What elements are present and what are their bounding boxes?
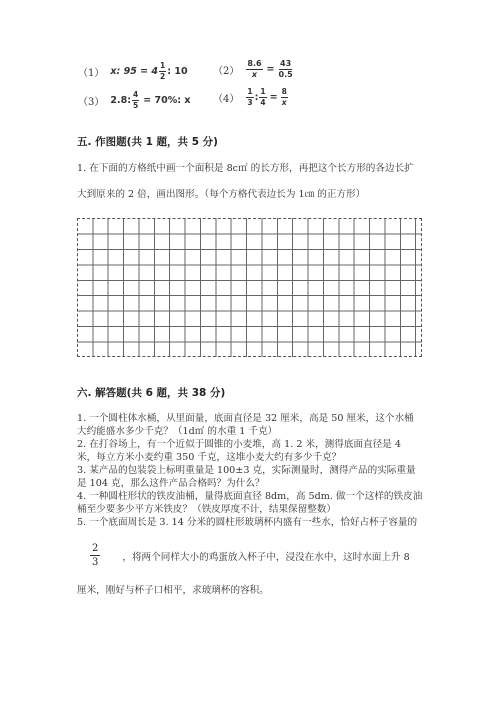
question-line: 大约能盛水多少千克？（1d㎥ 的水重 1 千克） <box>77 426 278 437</box>
colon: : <box>254 91 259 103</box>
fraction: 2 3 <box>92 543 99 568</box>
fraction: $\frac{1}{2}$ <box>160 61 166 81</box>
question-line: 桶至少要多少平方米铁皮？（铁皮厚度不计，结果保留整数） <box>77 504 337 515</box>
question-line: ，将两个同样大小的鸡蛋放入杯子中，浸没在水中，这时水面上升 8 <box>122 551 410 563</box>
equation-label: （3） <box>78 96 105 108</box>
equation-3 <box>78 91 190 109</box>
question-5-fraction-line <box>90 543 410 568</box>
equals-sign: = <box>269 91 278 103</box>
question-line: 3. 某产品的包装袋上标明重量是 100±3 克，实际测量时，测得产品的实际重量 <box>77 465 416 476</box>
fraction: $\frac{1}{3}$ <box>247 87 253 107</box>
section-5-question-line-2: 大到原来的 2 倍，画出图形。（每个方格代表边长为 1㎝ 的正方形） <box>77 189 366 200</box>
fraction: $\frac{8.6}{x}$ <box>247 59 262 79</box>
question-line: 1. 一个圆柱体水桶，从里面量，底面直径是 32 厘米，高是 50 厘米，这个水桶 <box>77 413 414 424</box>
fraction: $\frac{1}{4}$ <box>260 87 266 107</box>
section-5-question-line-1: 1. 在下面的方格纸中画一个面积是 8c㎡ 的长方形，再把这个长方形的各边长扩 <box>77 163 414 174</box>
fraction: $\frac{43}{0.5}$ <box>278 59 293 79</box>
fraction: $\frac{4}{5}$ <box>133 90 139 110</box>
question-line: 4. 一种圆柱形状的铁皮油桶，量得底面直径 8dm，高 5dm. 做一个这样的铁皮油 <box>77 491 423 502</box>
equation-text: x: 95 = 4 <box>110 65 159 77</box>
question-line: 厘米，刚好与杯子口相平，求玻璃杯的容积。 <box>77 585 269 596</box>
fraction: $\frac{8}{x}$ <box>281 87 287 107</box>
grid-paper[interactable] <box>77 218 422 357</box>
equation-text: 2.8: <box>110 94 132 106</box>
section-5-title: 五. 作图题(共 1 题，共 5 分) <box>77 136 218 148</box>
equation-1 <box>78 62 188 80</box>
question-line: 2. 在打谷场上，有一个近似于圆锥的小麦堆，高 1. 2 米，测得底面直径是 4 <box>77 439 401 450</box>
equation-label: （4） <box>213 93 240 105</box>
question-line: 米，每立方米小麦约重 350 千克，这堆小麦大约有多少千克？ <box>77 452 342 463</box>
equation-label: （2） <box>213 66 240 77</box>
equation-text: : 10 <box>167 65 188 77</box>
equation-text: = 70%: x <box>143 94 191 106</box>
question-line: 5. 一个底面周长是 3. 14 分米的圆柱形玻璃杯内盛有一些水，恰好占杯子容量的 <box>77 517 418 528</box>
question-line: 是 104 克，那么这件产品合格吗？为什么？ <box>77 478 265 489</box>
equation-2 <box>213 60 294 79</box>
equals-sign: = <box>266 64 275 75</box>
equation-label: （1） <box>78 67 105 79</box>
equation-4 <box>213 88 289 106</box>
section-6-title: 六. 解答题(共 6 题，共 38 分) <box>77 387 226 399</box>
